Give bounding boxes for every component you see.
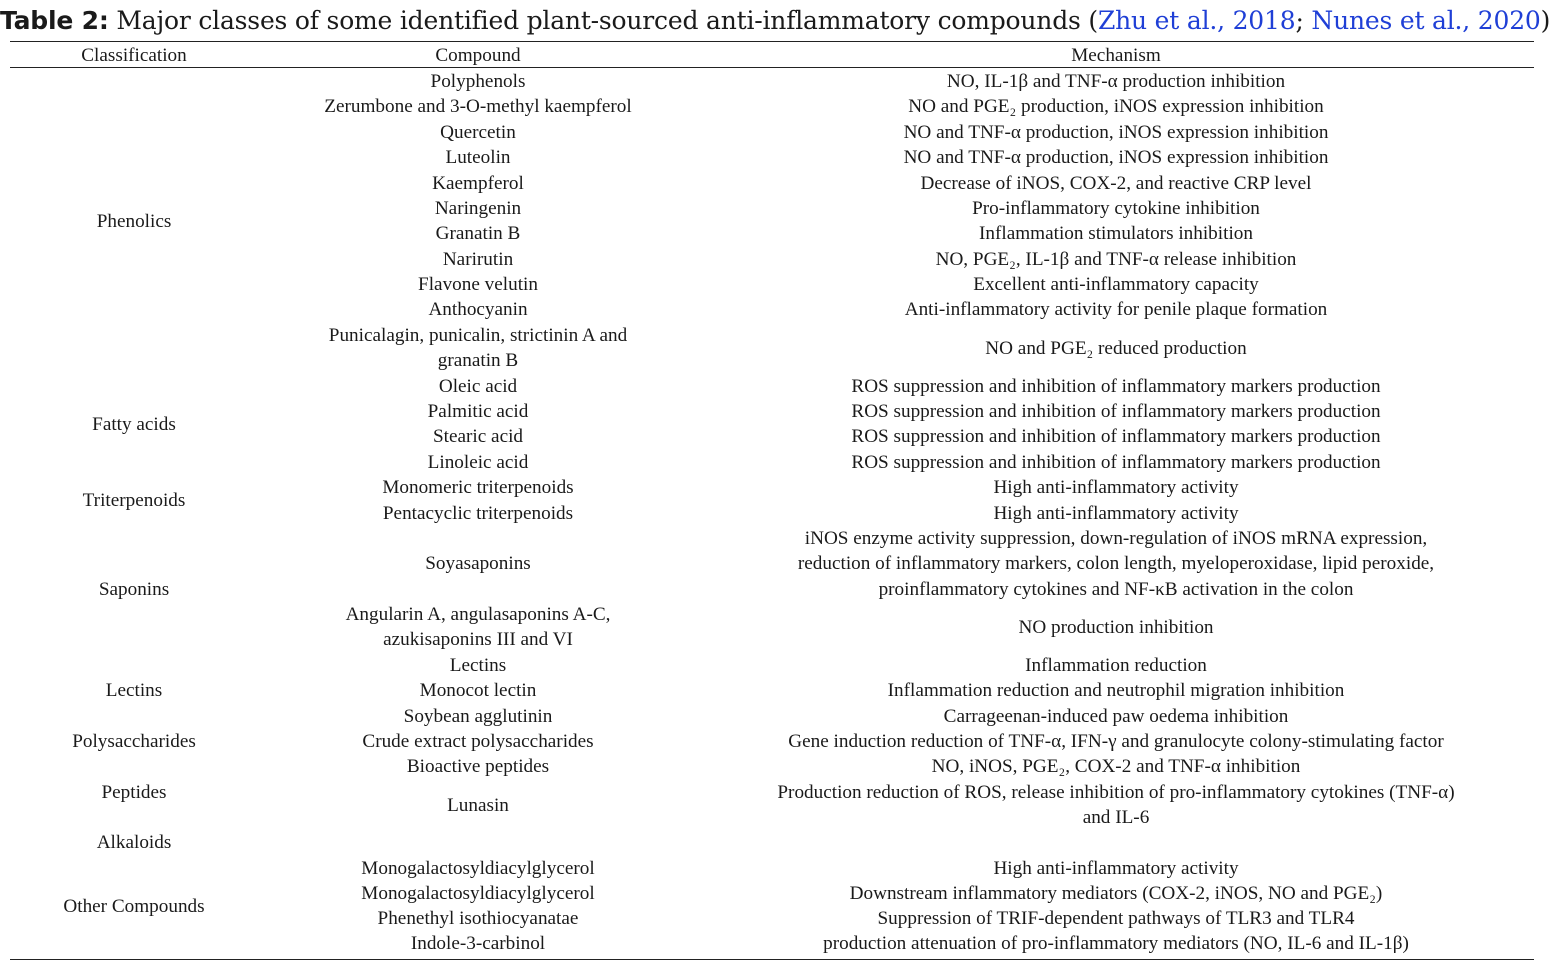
compound-cell (258, 793, 698, 818)
compound-cell (258, 247, 698, 272)
compound-cell (258, 120, 698, 145)
mechanism-cell (698, 424, 1534, 449)
mechanism-cell (698, 780, 1534, 831)
mechanism-cell-line: High anti-inflammatory activity (993, 477, 1239, 498)
compound-cell (258, 906, 698, 931)
header-mechanism: Mechanism (1071, 45, 1161, 66)
mechanism-cell-line: ROS suppression and inhibition of inflammatory markers production (851, 452, 1381, 473)
mechanism-cell (698, 754, 1534, 779)
compound-cell-line: Monogalactosyldiacylglycerol (361, 883, 595, 904)
compound-cell (258, 678, 698, 703)
mechanism-cell-line: reduction of inflammatory markers, colon length, myeloperoxidase, lipid peroxide, (797, 553, 1435, 575)
compound-cell-line: Monogalactosyldiacylglycerol (361, 858, 595, 879)
mechanism-cell (698, 297, 1534, 322)
mechanism-cell-line: ROS suppression and inhibition of inflammatory markers production (851, 426, 1381, 447)
mechanism-cell (698, 399, 1534, 424)
compound-cell-line: azukisaponins III and VI (383, 629, 573, 651)
compound-cell (258, 653, 698, 678)
mechanism-cell (698, 704, 1534, 729)
mechanism-cell (698, 272, 1534, 297)
mechanism-cell-line: ROS suppression and inhibition of inflammatory markers production (851, 376, 1381, 397)
mechanism-cell (698, 526, 1534, 602)
mechanism-cell-line: Inflammation reduction and neutrophil migration inhibition (887, 680, 1345, 701)
compound-cell-line: Polyphenols (430, 71, 526, 92)
mechanism-cell-line: NO and PGE₂ production, iNOS expression inhibition (908, 96, 1324, 117)
compound-cell-line: Oleic acid (438, 376, 518, 397)
compound-cell (258, 272, 698, 297)
compound-cell (258, 856, 698, 881)
table-label: Table 2: (0, 6, 109, 35)
mechanism-cell (698, 475, 1534, 500)
mechanism-cell (698, 196, 1534, 221)
classification-cell: Phenolics (96, 211, 172, 232)
mechanism-cell (698, 336, 1534, 361)
compound-cell (258, 145, 698, 170)
compound-cell (258, 551, 698, 576)
compound-cell (258, 374, 698, 399)
classification-cell: Triterpenoids (82, 490, 186, 511)
classification-cell: Saponins (98, 579, 170, 600)
compound-cell-line: Crude extract polysaccharides (362, 731, 594, 752)
mechanism-cell (698, 145, 1534, 170)
reference-link-zhu[interactable]: Zhu et al., 2018 (1097, 6, 1296, 35)
compound-cell-line: Phenethyl isothiocyanatae (377, 908, 579, 929)
mechanism-cell-line: Excellent anti-inflammatory capacity (973, 274, 1259, 295)
classification-cell: Alkaloids (96, 832, 172, 853)
classification-cell: Fatty acids (92, 414, 176, 435)
classification-cell: Polysaccharides (72, 731, 196, 752)
compound-cell (258, 881, 698, 906)
mechanism-cell-line: Decrease of iNOS, COX-2, and reactive CRP level (920, 173, 1312, 194)
bottom-rule (10, 959, 1534, 960)
caption-open-paren: ( (1088, 6, 1098, 35)
compound-cell (258, 450, 698, 475)
mechanism-cell-line: NO, iNOS, PGE₂, COX-2 and TNF-α inhibition (931, 756, 1301, 777)
mechanism-cell-line: Gene induction reduction of TNF-α, IFN-γ and granulocyte colony-stimulating factor (788, 731, 1444, 752)
mechanism-cell-line: NO and TNF-α production, iNOS expression inhibition (903, 147, 1329, 168)
mechanism-cell (698, 653, 1534, 678)
table-caption (0, 6, 1550, 35)
mechanism-cell-line: NO, PGE₂, IL-1β and TNF-α release inhibition (935, 249, 1297, 270)
mechanism-cell (698, 120, 1534, 145)
compound-cell-line: Lectins (449, 655, 507, 676)
compound-cell-line: Monocot lectin (419, 680, 537, 701)
mechanism-cell (698, 247, 1534, 272)
mechanism-cell-line: High anti-inflammatory activity (993, 858, 1239, 879)
mechanism-cell-line: Inflammation stimulators inhibition (979, 223, 1253, 244)
classification-cell: Other Compounds (63, 896, 205, 917)
compound-cell-line: Naringenin (434, 198, 522, 219)
mechanism-cell-line: Production reduction of ROS, release inhibition of pro-inflammatory cytokines (TNF-α) (777, 782, 1455, 803)
mechanism-cell (698, 171, 1534, 196)
compound-cell-line: Lunasin (447, 794, 509, 816)
compound-cell-line: Narirutin (442, 249, 514, 270)
compound-cell-line: Stearic acid (432, 426, 524, 447)
mechanism-cell-line: NO, IL-1β and TNF-α production inhibition (946, 71, 1286, 92)
mechanism-cell-line: Pro-inflammatory cytokine inhibition (972, 198, 1260, 219)
mechanism-cell (698, 450, 1534, 475)
mechanism-cell (698, 729, 1534, 754)
mechanism-cell-line: and IL-6 (1082, 807, 1150, 829)
compound-cell (258, 399, 698, 424)
compound-cell-line: Linoleic acid (427, 452, 529, 473)
mechanism-cell (698, 374, 1534, 399)
compound-cell-line: Kaempferol (432, 173, 524, 194)
classification-cell: Lectins (105, 680, 163, 701)
compound-cell-line: Granatin B (435, 223, 521, 244)
header-compound: Compound (435, 45, 521, 66)
compound-cell-line: Palmitic acid (427, 401, 529, 422)
compound-cell-line: Quercetin (440, 122, 516, 143)
mechanism-cell-line: Downstream inflammatory mediators (COX-2, iNOS, NO and PGE₂) (849, 883, 1383, 904)
header-classification: Classification (81, 45, 187, 66)
compound-cell (258, 602, 698, 653)
compound-cell (258, 931, 698, 956)
compound-cell (258, 221, 698, 246)
mechanism-cell-line: Anti-inflammatory activity for penile plaque formation (904, 299, 1328, 320)
caption-text: Major classes of some identified plant-sourced anti-inflammatory compounds (116, 6, 1081, 35)
caption-close-paren: ) (1540, 6, 1550, 35)
caption-separator: ; (1295, 6, 1304, 35)
compound-cell (258, 754, 698, 779)
compound-cell (258, 94, 698, 119)
mechanism-cell-line: Suppression of TRIF-dependent pathways of TLR3 and TLR4 (877, 908, 1355, 929)
mechanism-cell-line: NO and TNF-α production, iNOS expression inhibition (903, 122, 1329, 143)
compound-cell-line: Pentacyclic triterpenoids (382, 503, 574, 524)
mechanism-cell (698, 678, 1534, 703)
top-rule (10, 41, 1534, 42)
mechanism-cell-line: NO production inhibition (1018, 616, 1214, 638)
compound-cell-line: Soyasaponins (425, 553, 531, 575)
mechanism-cell (698, 221, 1534, 246)
compound-cell-line: Punicalagin, punicalin, strictinin A and (328, 325, 628, 346)
header-rule (10, 67, 1534, 68)
mechanism-cell (698, 881, 1534, 906)
mechanism-cell (698, 856, 1534, 881)
compound-cell-line: Luteolin (445, 147, 511, 168)
mechanism-cell-line: ROS suppression and inhibition of inflammatory markers production (851, 401, 1381, 422)
mechanism-cell (698, 94, 1534, 119)
mechanism-cell (698, 931, 1534, 956)
compound-cell-line: Indole-3-carbinol (410, 933, 546, 954)
compound-cell (258, 196, 698, 221)
mechanism-cell-line: proinflammatory cytokines and NF-κB activation in the colon (878, 578, 1354, 600)
compound-cell (258, 323, 698, 374)
compound-cell (258, 704, 698, 729)
compound-cell (258, 171, 698, 196)
mechanism-cell (698, 69, 1534, 94)
classification-cell: Peptides (101, 782, 167, 803)
compound-cell-line: Bioactive peptides (406, 756, 550, 777)
reference-link-nunes[interactable]: Nunes et al., 2020 (1311, 6, 1541, 35)
compound-cell (258, 297, 698, 322)
mechanism-cell-line: Inflammation reduction (1025, 655, 1207, 676)
mechanism-cell (698, 615, 1534, 640)
mechanism-cell-line: production attenuation of pro-inflammatory mediators (NO, IL-6 and IL-1β) (823, 933, 1409, 954)
mechanism-cell-line: Carrageenan-induced paw oedema inhibition (943, 706, 1289, 727)
compound-cell (258, 69, 698, 94)
compound-cell-line: Zerumbone and 3-O-methyl kaempferol (324, 96, 632, 117)
mechanism-cell-line: High anti-inflammatory activity (993, 503, 1239, 524)
compound-cell-line: granatin B (437, 350, 519, 372)
compound-cell (258, 729, 698, 754)
compound-cell (258, 501, 698, 526)
compound-cell-line: Angularin A, angulasaponins A-C, (345, 604, 611, 625)
compound-cell (258, 424, 698, 449)
mechanism-cell-line: NO and PGE₂ reduced production (985, 337, 1247, 359)
compound-cell-line: Anthocyanin (428, 299, 528, 320)
compound-cell (258, 475, 698, 500)
compound-cell-line: Flavone velutin (418, 274, 538, 295)
mechanism-cell-line: iNOS enzyme activity suppression, down-regulation of iNOS mRNA expression, (804, 528, 1428, 549)
compound-cell-line: Soybean agglutinin (403, 706, 553, 727)
mechanism-cell (698, 906, 1534, 931)
compound-cell-line: Monomeric triterpenoids (382, 477, 574, 498)
mechanism-cell (698, 501, 1534, 526)
